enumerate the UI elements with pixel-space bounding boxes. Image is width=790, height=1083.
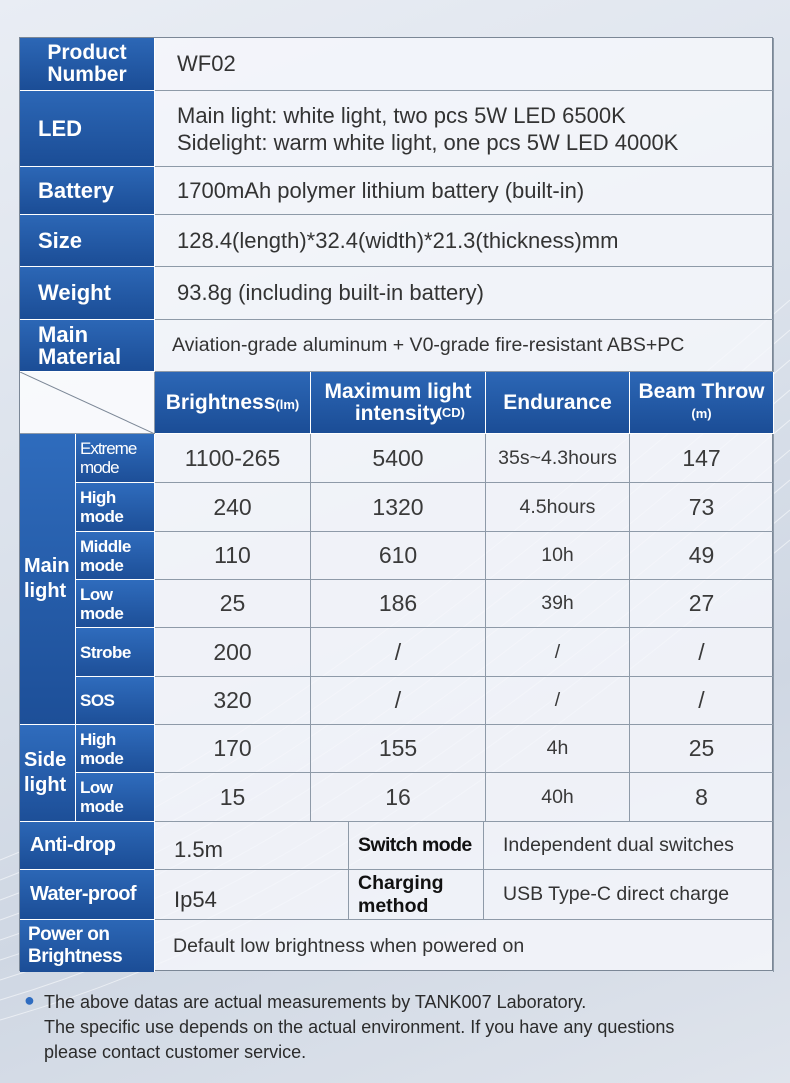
mode-name-text: Low mode bbox=[80, 584, 124, 623]
mode-endurance-cell bbox=[486, 532, 630, 580]
mode-throw-value: 8 bbox=[695, 783, 708, 810]
column-intensity bbox=[311, 372, 486, 434]
product-number-label bbox=[20, 38, 155, 91]
weight-label-text: Weight bbox=[38, 280, 111, 305]
group-main-light bbox=[20, 434, 76, 725]
mode-endurance-value: 40h bbox=[541, 785, 574, 808]
waterproof-label bbox=[20, 870, 155, 920]
weight-value bbox=[155, 267, 774, 320]
material-value bbox=[155, 320, 774, 372]
switch-value-text: Independent dual switches bbox=[503, 834, 734, 856]
mode-throw-cell bbox=[630, 725, 774, 773]
mode-intensity-value: 610 bbox=[378, 542, 418, 568]
diagonal-corner-cell bbox=[20, 372, 155, 434]
mode-brightness-cell bbox=[155, 773, 311, 822]
mode-endurance-cell bbox=[486, 773, 630, 822]
group-side-text: Side light bbox=[24, 749, 67, 796]
mode-intensity-cell bbox=[311, 434, 486, 483]
mode-name-text: Strobe bbox=[80, 642, 131, 662]
mode-brightness-cell bbox=[155, 434, 311, 483]
mode-name bbox=[76, 434, 155, 483]
group-main-text: Main light bbox=[24, 555, 70, 602]
mode-intensity-cell bbox=[311, 483, 486, 532]
charging-label bbox=[349, 870, 484, 920]
column-endurance bbox=[486, 372, 630, 434]
material-text: Aviation-grade aluminum + V0-grade fire-resistant ABS+PC bbox=[172, 334, 685, 356]
led-side-text: Sidelight: warm white light, one pcs 5W LED 4000K bbox=[177, 129, 679, 155]
antidrop-value bbox=[155, 822, 349, 870]
battery-label bbox=[20, 167, 155, 215]
footnote bbox=[24, 990, 784, 1065]
mode-brightness-cell bbox=[155, 628, 311, 677]
mode-endurance-cell bbox=[486, 677, 630, 725]
footnote-line-3: please contact customer service. bbox=[44, 1042, 307, 1062]
diagonal-line bbox=[20, 372, 155, 434]
mode-name-text: Low mode bbox=[80, 778, 124, 816]
antidrop-label bbox=[20, 822, 155, 870]
bullet-icon: ● bbox=[24, 990, 35, 1010]
footnote-line-1: The above datas are actual measurements by TANK007 Laboratory. bbox=[44, 992, 587, 1012]
mode-intensity-cell bbox=[311, 677, 486, 725]
mode-endurance-cell bbox=[486, 628, 630, 677]
weight-text: 93.8g (including built-in battery) bbox=[177, 280, 484, 305]
mode-brightness-value: 110 bbox=[214, 542, 251, 568]
weight-label bbox=[20, 267, 155, 320]
mode-endurance-value: 4.5hours bbox=[519, 495, 596, 518]
mode-intensity-value: 5400 bbox=[372, 444, 424, 471]
mode-throw-cell bbox=[630, 580, 774, 628]
mode-name-text: SOS bbox=[80, 691, 115, 710]
switch-value bbox=[484, 822, 774, 870]
battery-value bbox=[155, 167, 774, 215]
column-brightness-text: Brightness bbox=[165, 390, 276, 414]
mode-throw-value: 147 bbox=[682, 444, 721, 471]
mode-brightness-cell bbox=[155, 725, 311, 773]
led-value bbox=[155, 91, 774, 167]
mode-brightness-value: 240 bbox=[213, 493, 252, 520]
battery-text: 1700mAh polymer lithium battery (built-in) bbox=[177, 177, 585, 203]
mode-intensity-cell bbox=[311, 773, 486, 822]
mode-throw-cell bbox=[630, 773, 774, 822]
charging-label-text: Charging method bbox=[358, 871, 444, 917]
material-label-text: Main Material bbox=[38, 321, 122, 369]
column-throw-text: Beam Throw bbox=[638, 379, 765, 403]
mode-throw-value: 49 bbox=[688, 542, 715, 568]
footnote-line-2: The specific use depends on the actual environment. If you have any questions bbox=[44, 1017, 675, 1037]
size-label bbox=[20, 215, 155, 267]
mode-endurance-value: 35s~4.3hours bbox=[498, 446, 617, 469]
power-on-value bbox=[155, 920, 774, 972]
mode-endurance-value: 10h bbox=[541, 544, 574, 566]
switch-label-text: Switch mode bbox=[358, 834, 472, 856]
spec-table bbox=[19, 37, 773, 971]
column-brightness bbox=[155, 372, 311, 434]
mode-intensity-value: / bbox=[394, 687, 402, 713]
mode-intensity-value: 16 bbox=[385, 783, 411, 810]
mode-name-text: Extreme mode bbox=[80, 439, 137, 477]
waterproof-text: Water-proof bbox=[30, 883, 136, 905]
waterproof-value bbox=[155, 870, 349, 920]
mode-throw-value: 27 bbox=[688, 590, 715, 616]
mode-intensity-value: 155 bbox=[378, 735, 418, 761]
switch-label bbox=[349, 822, 484, 870]
mode-intensity-cell bbox=[311, 628, 486, 677]
mode-throw-cell bbox=[630, 483, 774, 532]
group-side-light bbox=[20, 725, 76, 822]
mode-brightness-cell bbox=[155, 532, 311, 580]
size-label-text: Size bbox=[38, 227, 83, 253]
mode-endurance-value: / bbox=[554, 640, 561, 663]
column-beam-throw bbox=[630, 372, 774, 434]
mode-brightness-value: 1100-265 bbox=[184, 444, 281, 471]
mode-brightness-cell bbox=[155, 483, 311, 532]
mode-name bbox=[76, 580, 155, 628]
mode-intensity-value: 186 bbox=[378, 590, 418, 616]
mode-brightness-value: 15 bbox=[219, 783, 246, 810]
mode-name-text: High mode bbox=[80, 729, 124, 768]
power-on-label bbox=[20, 920, 155, 972]
size-value bbox=[155, 215, 774, 267]
power-on-text: Power on Brightness bbox=[28, 924, 123, 967]
mode-endurance-cell bbox=[486, 483, 630, 532]
mode-name-text: High mode bbox=[80, 488, 124, 526]
column-brightness-unit: (lm) bbox=[275, 396, 300, 412]
mode-intensity-cell bbox=[311, 580, 486, 628]
column-endurance-text: Endurance bbox=[503, 390, 612, 414]
mode-intensity-value: 1320 bbox=[372, 493, 424, 520]
mode-name bbox=[76, 677, 155, 725]
mode-endurance-value: 39h bbox=[541, 592, 574, 614]
mode-brightness-value: 25 bbox=[219, 590, 246, 616]
power-on-value-text: Default low brightness when powered on bbox=[173, 934, 525, 957]
material-label bbox=[20, 320, 155, 372]
antidrop-value-text: 1.5m bbox=[174, 837, 223, 862]
led-main-text: Main light: white light, two pcs 5W LED 6500K bbox=[177, 102, 626, 128]
product-number-label-text: Product Number bbox=[47, 41, 127, 86]
column-throw-unit: (m) bbox=[691, 405, 712, 421]
mode-throw-value: 25 bbox=[688, 735, 715, 761]
mode-endurance-value: / bbox=[554, 689, 561, 711]
mode-intensity-cell bbox=[311, 532, 486, 580]
mode-throw-value: / bbox=[698, 638, 705, 665]
charging-value-text: USB Type-C direct charge bbox=[503, 883, 730, 905]
mode-throw-cell bbox=[630, 677, 774, 725]
size-text: 128.4(length)*32.4(width)*21.3(thickness)mm bbox=[177, 227, 619, 253]
mode-name bbox=[76, 483, 155, 532]
mode-throw-cell bbox=[630, 628, 774, 677]
antidrop-text: Anti-drop bbox=[30, 834, 116, 856]
led-label bbox=[20, 91, 155, 167]
battery-label-text: Battery bbox=[38, 177, 114, 203]
mode-endurance-value: 4h bbox=[546, 737, 569, 759]
mode-name bbox=[76, 628, 155, 677]
waterproof-value-text: Ip54 bbox=[174, 887, 217, 912]
mode-endurance-cell bbox=[486, 725, 630, 773]
mode-brightness-value: 170 bbox=[213, 735, 252, 761]
mode-brightness-cell bbox=[155, 677, 311, 725]
led-label-text: LED bbox=[38, 115, 82, 141]
mode-brightness-value: 200 bbox=[213, 638, 252, 665]
mode-endurance-cell bbox=[486, 434, 630, 483]
mode-name-text: Middle mode bbox=[80, 536, 131, 575]
mode-brightness-value: 320 bbox=[213, 687, 252, 713]
mode-name bbox=[76, 773, 155, 822]
product-number-value bbox=[155, 38, 774, 91]
product-number-text: WF02 bbox=[177, 51, 236, 76]
mode-brightness-cell bbox=[155, 580, 311, 628]
mode-intensity-cell bbox=[311, 725, 486, 773]
mode-name bbox=[76, 725, 155, 773]
mode-intensity-value: / bbox=[394, 638, 402, 665]
mode-throw-value: / bbox=[698, 687, 705, 713]
mode-name bbox=[76, 532, 155, 580]
mode-endurance-cell bbox=[486, 580, 630, 628]
charging-value bbox=[484, 870, 774, 920]
column-intensity-unit: (CD) bbox=[437, 405, 465, 420]
mode-throw-cell bbox=[630, 434, 774, 483]
mode-throw-cell bbox=[630, 532, 774, 580]
mode-throw-value: 73 bbox=[688, 493, 715, 520]
column-intensity-text: Maximum light intensity bbox=[324, 379, 472, 425]
